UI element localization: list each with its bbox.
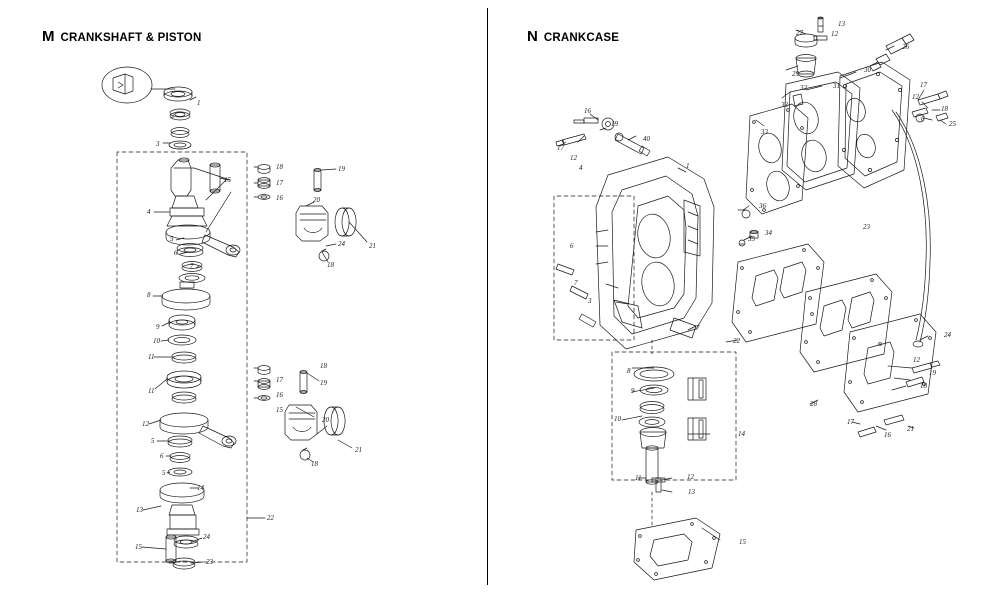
callout-20b: 20 [322, 416, 329, 424]
panel-left-letter: M [42, 28, 55, 45]
callout-5c: 5 [162, 469, 166, 477]
callout-10: 10 [153, 337, 160, 345]
r-callout-26: 26 [902, 43, 909, 51]
callout-4: 4 [147, 208, 151, 216]
callout-24b: 24 [338, 240, 345, 248]
r-callout-12c: 12 [570, 154, 577, 162]
r-callout-18a: 18 [941, 105, 948, 113]
callout-17b: 17 [276, 376, 283, 384]
r-callout-17a: 17 [920, 81, 927, 89]
r-callout-23: 23 [863, 223, 870, 231]
r-callout-33a: 33 [781, 101, 788, 109]
panel-crankshaft-piston [0, 0, 487, 593]
r-callout-21: 21 [907, 425, 914, 433]
r-callout-14: 14 [738, 430, 745, 438]
callout-22: 22 [267, 514, 274, 522]
callout-20a: 20 [313, 196, 320, 204]
callout-21b: 21 [355, 446, 362, 454]
callout-6b: 6 [160, 452, 164, 460]
r-callout-7a: 7 [574, 279, 578, 287]
callout-11b: 11 [148, 387, 155, 395]
callout-1: 1 [197, 99, 201, 107]
crankshaft-piston-drawing [0, 0, 487, 593]
r-callout-15: 15 [739, 538, 746, 546]
callout-15b: 15 [224, 176, 231, 184]
r-callout-19b: 19 [929, 369, 936, 377]
r-callout-16b: 16 [884, 431, 891, 439]
r-callout-32: 32 [800, 84, 807, 92]
r-callout-36: 36 [759, 202, 766, 210]
r-callout-8: 8 [627, 367, 631, 375]
r-callout-1: 1 [686, 162, 690, 170]
r-callout-25: 25 [949, 120, 956, 128]
r-callout-24: 24 [944, 331, 951, 339]
callout-8: 8 [147, 291, 151, 299]
r-callout-29: 29 [792, 70, 799, 78]
callout-11a: 11 [148, 353, 155, 361]
callout-19a: 19 [338, 165, 345, 173]
r-callout-18b: 18 [920, 382, 927, 390]
r-callout-12a: 12 [831, 30, 838, 38]
callout-5: 5 [170, 235, 174, 243]
r-callout-27: 27 [796, 29, 803, 37]
callout-9: 9 [156, 323, 160, 331]
r-callout-17c: 17 [847, 418, 854, 426]
r-callout-6b: 6 [570, 242, 574, 250]
r-callout-7b: 7 [696, 324, 700, 332]
r-callout-40: 40 [643, 135, 650, 143]
r-callout-16a: 16 [584, 107, 591, 115]
r-callout-35: 35 [748, 235, 755, 243]
callout-19b: 19 [320, 379, 327, 387]
r-callout-13b: 13 [688, 488, 695, 496]
r-callout-12b: 12 [912, 93, 919, 101]
panel-right-title: CRANKCASE [543, 32, 620, 44]
callout-18c: 18 [320, 362, 327, 370]
panel-crankcase [488, 0, 1000, 593]
callout-21a: 21 [369, 242, 376, 250]
r-callout-22: 22 [733, 337, 740, 345]
callout-23: 23 [206, 558, 213, 566]
callout-3: 3 [156, 140, 160, 148]
callout-14: 14 [197, 484, 204, 492]
callout-24a: 24 [203, 533, 210, 541]
callout-2: 2 [171, 112, 175, 120]
callout-18d: 18 [311, 460, 318, 468]
r-callout-30: 30 [864, 66, 871, 74]
r-callout-19a: 19 [611, 120, 618, 128]
callout-18a: 18 [276, 163, 283, 171]
callout-16a: 16 [276, 194, 283, 202]
callout-7: 7 [190, 262, 194, 270]
r-callout-3: 3 [588, 297, 592, 305]
r-callout-28: 28 [810, 400, 817, 408]
r-callout-34: 34 [765, 229, 772, 237]
callout-6: 6 [174, 249, 178, 257]
callout-17a: 17 [276, 179, 283, 187]
r-callout-13a: 13 [838, 20, 845, 28]
panel-right-letter: N [527, 28, 538, 45]
callout-5b: 5 [151, 437, 155, 445]
r-callout-17b: 17 [557, 144, 564, 152]
panel-left-title: CRANKSHAFT & PISTON [60, 32, 202, 44]
callout-13: 13 [136, 506, 143, 514]
r-callout-4: 4 [579, 164, 583, 172]
r-callout-12e: 12 [687, 473, 694, 481]
callout-18b: 18 [327, 261, 334, 269]
callout-15c: 15 [276, 406, 283, 414]
r-callout-31: 31 [833, 82, 840, 90]
r-callout-10: 10 [614, 415, 621, 423]
callout-15a: 15 [135, 543, 142, 551]
callout-16b: 16 [276, 391, 283, 399]
r-callout-11: 11 [635, 474, 642, 482]
r-callout-33b: 33 [761, 128, 768, 136]
r-callout-9: 9 [631, 387, 635, 395]
r-callout-12d: 12 [913, 356, 920, 364]
callout-12: 12 [142, 420, 149, 428]
r-callout-6a: 6 [921, 115, 925, 123]
